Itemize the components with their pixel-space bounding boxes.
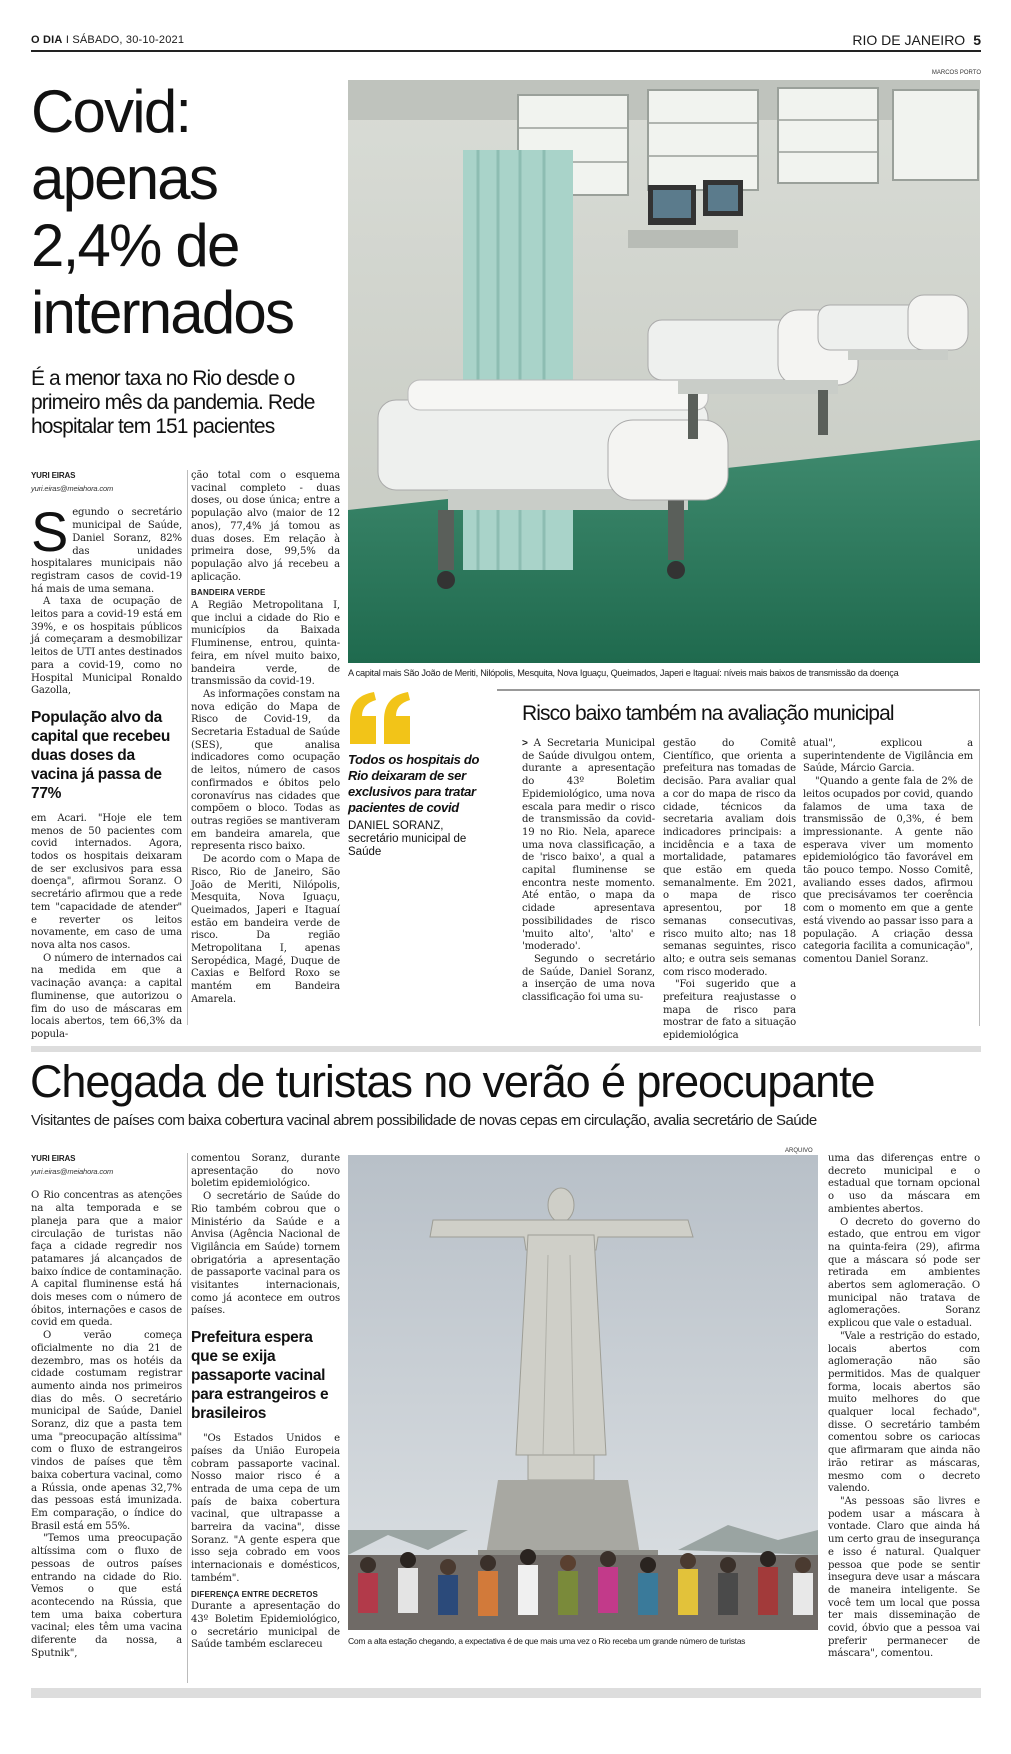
byline-name: YURI EIRAS xyxy=(31,1154,76,1163)
paragraph: O secretário de Saúde do Rio também cobrou que o Ministério da Saúde e a Anvisa (Agência Nacional de Vigilância em Saúde) tornem obrigatória a apresentação de passaporte vacinal para os visitantes internacionais, como já acontece em outros países. xyxy=(191,1191,340,1317)
paragraph: A Região Metropolitana I, que inclui a cidade do Rio e municípios da Baixada Fluminense, entrou, quinta-feira, em nível muito baixo, bandeira verde, de transmissão da covid-19. xyxy=(191,600,340,688)
paragraph: "Temos uma preocupação altíssima com o fluxo de pessoas de outros países entrando na cidade do Rio. Vemos o que está acontecendo na Rússia, que tem uma baixa cobertura vacinal; eles têm uma vacina diferente da nossa, a Sputnik", xyxy=(31,1533,182,1659)
inline-subhead: Prefeitura espera que se exija passaporte vacinal para estrangeiros e brasileiros xyxy=(191,1329,329,1423)
drop-cap: S xyxy=(31,500,69,564)
paragraph: A Secretaria Municipal de Saúde divulgou ontem, durante a apresentação do 43º Boletim Epidemiológico, uma nova escala para medir o risco de transmissão da covid-19 no Rio. Nela, aparece uma nova classificação, a de 'risco baixo', a qual a capital fluminense se encontra neste momento. Até então, o mapa da cidade apresentava possibilidades de risco 'muito alto', 'alto' e 'moderado'. xyxy=(522,738,656,953)
paragraph: em Acari. "Hoje ele tem menos de 50 pacientes com covid internados. Agora, todos os hospitais deixaram de ser exclusivos para essa doença", afirmou Soranz. O secretário afirmou que a rede tem "capacidade de atender" e reverter os leitos novamente, em caso de uma nova alta nos casos. xyxy=(31,812,182,951)
paragraph: ção total com o esquema vacinal completo - duas doses, ou dose única; entre a população alvo (maior de 12 anos), 77,4% já tomou as duas doses. Em relação à primeira dose, 99,5% da população alvo já recebeu a aplicação. xyxy=(191,470,340,583)
byline-email: yuri.eiras@meiahora.com xyxy=(31,1166,114,1176)
quote-author-role: secretário municipal de Saúde xyxy=(348,833,467,858)
hospital-ward-photo xyxy=(348,80,980,663)
page-header-left xyxy=(31,34,184,46)
sidebar-box-title: Risco baixo também na avaliação municipal xyxy=(522,702,894,725)
story1-column-1 xyxy=(31,470,182,1042)
quote-author: DANIEL SORANZ, xyxy=(348,820,444,832)
byline-email: yuri.eiras@meiahora.com xyxy=(31,483,114,493)
photo-credit: MARCOS PORTO xyxy=(931,70,981,76)
kicker: BANDEIRA VERDE xyxy=(191,588,266,598)
box-column-1: > A Secretaria Municipal de Saúde divulgou ontem, durante a apresentação do 43º Boletim Epidemiológico, uma nova escala para medir o risco de transmissão da covid-19 no Rio. Nela, aparece uma nova classificação, a de 'risco baixo', a qual a capital fluminense se encontra neste momento. Até então, o mapa da cidade apresentava possibilidades de risco 'muito alto', 'alto' e 'moderado'. Segundo o secretário de Saúde, Daniel Soranz, a inserção de uma nova classificação foi uma su- xyxy=(522,738,656,1004)
paragraph: egundo o secretário municipal de Saúde, Daniel Soranz, 82% das unidades hospitalares municipais não registram casos de covid-19 há mais de uma semana. xyxy=(31,507,182,595)
paragraph: "Os Estados Unidos e países da União Europeia cobram passaporte vacinal. Nosso maior risco é a entrada de uma cepa de um país de baixa cobertura vacinal, que ultrapasse a barreira da vacina", disse Soranz. "A gente espera que isso seja cobrado em voos internacionais e domésticos, também". xyxy=(191,1433,340,1584)
paragraph: A taxa de ocupação de leitos para a covid-19 está em 39%, e os hospitais públicos já começaram a desmobilizar leitos de UTI antes destinados para a covid-19, como no Hospital Municipal Ronaldo Gazolla, xyxy=(31,596,182,697)
photo-credit-2: ARQUIVO xyxy=(785,1148,813,1154)
inline-subhead: População alvo da capital que recebeu duas doses da vacina já passa de 77% xyxy=(31,708,171,802)
paragraph: O número de internados cai na medida em que a vacinação avança: a capital fluminense, que autorizou o fim do uso de máscaras em locais abertos, tem 66,3% da popula- xyxy=(31,952,182,1040)
paragraph: atual", explicou a superintendente de Vigilância em Saúde, Márcio Garcia. xyxy=(803,738,973,775)
story1-column-2 xyxy=(191,470,340,1007)
paragraph: gestão do Comitê Científico, que orienta a prefeitura nas tomadas de decisão. Para avaliar qual a cor do mapa de risco da cidade, técnicos da secretaria avaliam dois indicadores principais: a incidência e a taxa de mortalidade, patamares que estão em queda semanalmente. Em 2021, o mapa de risco apresentou, por 18 semanas consecutivas, risco muito alto; nas 18 semanas seguintes, risco alto; e outra seis semanas com risco moderado. xyxy=(663,738,796,978)
column-divider xyxy=(187,1153,188,1683)
page-header-right xyxy=(852,32,981,48)
paragraph: "As pessoas são livres e podem usar a máscara à vontade. Claro que ainda há um certo grau de insegurança e isso é natural. Qualquer pessoa que pode se sentir insegura deve usar a máscara de maneira inteligente. Se você tem um local que possa ter mais disseminação de covid, óbvio que a pessoa vai preferir permanecer de máscara", comentou. xyxy=(828,1495,980,1660)
kicker: DIFERENÇA ENTRE DECRETOS xyxy=(191,1589,319,1599)
footer-bar xyxy=(31,1688,981,1698)
paragraph: Segundo o secretário de Saúde, Daniel Soranz, a inserção de uma nova classificação foi uma su- xyxy=(522,953,655,1004)
byline-name: YURI EIRAS xyxy=(31,471,76,480)
box-column-3 xyxy=(803,738,973,967)
paragraph: De acordo com o Mapa de Risco, Rio de Janeiro, São João de Meriti, Nilópolis, Mesquita, Nova Iguaçu, Queimados, Japeri e Itaguaí estão em bandeira verde de risco. Da região Metropolitana I, apenas Seropédica, Magé, Duque de Caxias e Belford Roxo se mantém em Bandeira Amarela. xyxy=(191,854,340,1005)
paragraph: O verão começa oficialmente no dia 21 de dezembro, mas os hotéis da cidade costumam registrar aumento ainda nos primeiros dias do mês. O secretário municipal de Saúde, Daniel Soranz, diz que a pasta tem uma "preocupação altíssima" com o fluxo de estrangeiros vindos de países que têm baixa cobertura vacinal, como a Rússia, onde apenas 32,7% das pessoas está imunizada. Em comparação, o índice do Brasil está em 55%. xyxy=(31,1330,182,1532)
quote-mark-icon xyxy=(348,690,414,746)
column-divider xyxy=(187,470,188,1025)
brand: O DIA xyxy=(31,34,63,46)
section-rule xyxy=(31,1046,981,1052)
paragraph: O Rio concentras as atenções na alta temporada e se planeja para que a maior circulação de turistas não faça a cidade regredir nos patamares já alcançados de baixo índice de contaminação. A capital fluminense está há dois meses com o número de óbitos, internações e casos de covid em queda. xyxy=(31,1190,182,1329)
hospital-ward-illustration xyxy=(348,80,980,663)
header-date: SÁBADO, 30-10-2021 xyxy=(72,34,185,46)
page-number: 5 xyxy=(973,32,981,48)
paragraph: "Quando a gente fala de 2% de leitos ocupados por covid, quando falamos de uma taxa de transmissão de 0,3%, é bem impressionante. A gente não esperava viver um momento epidemiológico tão favorável em tão pouco tempo. Nosso Comitê, avaliando esses dados, afirmou que precisávamos ter coerência com o momento em que a gente está vivendo ao passar isso para a população. A criação dessa categoria facilita a comunicação", comentou Daniel Soranz. xyxy=(803,776,973,965)
paragraph: "Foi sugerido que a prefeitura reajustasse o mapa de risco para mostrar de fato a situação epidemiológica xyxy=(663,979,796,1042)
headline-2: Chegada de turistas no verão é preocupante xyxy=(30,1056,875,1107)
pull-quote: Todos os hospitais do Rio deixaram de ser exclusivos para tratar pacientes de covid xyxy=(348,752,480,815)
story2-column-1 xyxy=(31,1153,182,1660)
christ-the-redeemer-photo xyxy=(348,1155,818,1630)
paragraph: comentou Soranz, durante apresentação do novo boletim epidemiológico. xyxy=(191,1153,340,1190)
statue-illustration xyxy=(348,1155,818,1630)
story2-column-3 xyxy=(828,1153,980,1661)
subheadline-2: Visitantes de países com baixa cobertura vacinal abrem possibilidade de novas cepas em circulação, avalia secretário de Saúde xyxy=(31,1112,817,1129)
paragraph: uma das diferenças entre o decreto municipal e o estadual que tornam opcional o uso da máscara em ambientes abertos. xyxy=(828,1153,980,1215)
photo-caption-2: Com a alta estação chegando, a expectativa é de que mais uma vez o Rio receba um grande número de turistas xyxy=(348,1636,746,1646)
paragraph: "Vale a restrição do estado, locais abertos com aglomeração não são permitidos. Mas de qualquer forma, locais abertos são muito melhores do que qualquer local fechado", disse. O secretário também comentou sobre os cariocas que afirmaram que ainda não irão retirar as máscaras, mesmo com o decreto valendo. xyxy=(828,1330,980,1495)
headline: Covid: apenas 2,4% de internados xyxy=(31,78,294,346)
box-column-2 xyxy=(663,738,796,1043)
paragraph: As informações constam na nova edição do Mapa de Risco de Covid-19, da Secretaria Estadual de Saúde (SES), que analisa indicadores como ocupação de leitos, número de casos confirmados e óbitos pelo coronavírus nas cidades que compõem o bloco. Todas as outras regiões se mantiveram em bandeira amarela, que representa risco baixo. xyxy=(191,688,340,853)
story2-column-2 xyxy=(191,1153,340,1652)
paragraph: Durante a apresentação do 43º Boletim Epidemiológico, o secretário municipal de Saúde também esclareceu xyxy=(191,1601,340,1651)
header-separator: I xyxy=(65,34,70,46)
photo-caption: A capital mais São João de Meriti, Nilópolis, Mesquita, Nova Iguaçu, Queimados, Japeri e Itaguaí: níveis mais baixos de transmissão da doença xyxy=(348,668,899,678)
quote-attribution xyxy=(348,820,486,859)
section-name: RIO DE JANEIRO xyxy=(852,32,966,48)
paragraph: O decreto do governo do estado, que entrou em vigor na quinta-feira (29), afirma que a máscara só pode ser retirada em ambientes abertos sem aglomeração. O municipal não tratava de aglomerações. Soranz explicou que vale o estadual. xyxy=(828,1216,980,1330)
subheadline: É a menor taxa no Rio desde o primeiro mês da pandemia. Rede hospitalar tem 151 pacientes xyxy=(31,367,315,438)
header-rule xyxy=(31,50,981,52)
